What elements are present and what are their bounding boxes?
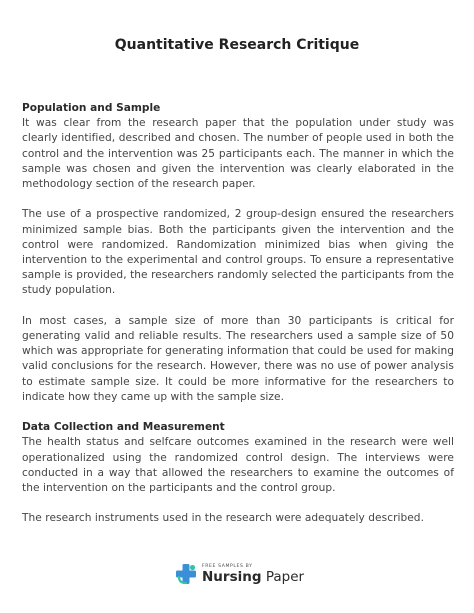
paragraph: In most cases, a sample size of more than 30 participants is critical for generating valid and reliable results. The researchers used a sample size of 50 which was appropriate for generating information that could be used for making valid conclusions for the research. However, there was no use of power analysis to estimate sample size. It could be more informative for the researchers to indicate how they came up with the sample size.	[22, 314, 454, 403]
section-heading: Data Collection and Measurement	[22, 421, 225, 434]
document-title: Quantitative Research Critique	[114, 37, 360, 53]
medical-cross-icon	[175, 563, 197, 585]
section-data-collection	[22, 420, 454, 526]
section-heading: Population and Sample	[22, 102, 161, 114]
paragraph: The health status and selfcare outcomes examined in the research were well operationalized using the randomized control design. The interviews were conducted in a way that allowed the researchers to examine the outcomes of the intervention on the participants and the control group.	[22, 436, 454, 495]
logo-word-nursing: Nursing	[202, 568, 262, 585]
paragraph: The research instruments used in the research were adequately described.	[22, 512, 425, 525]
section-population-sample	[22, 101, 454, 405]
logo-text	[202, 564, 304, 585]
logo-word-paper: Paper	[265, 568, 305, 585]
paragraph: The use of a prospective randomized, 2 group-design ensured the researchers minimized sample bias. Both the participants given the intervention and the control were randomized. Randomization minimized bias when giving the intervention to the experimental and control groups. To ensure a representative sample is provided, the researchers randomly selected the participants from the study population.	[22, 208, 454, 297]
document-body	[22, 101, 454, 527]
paragraph: It was clear from the research paper that the population under study was clearly identified, described and chosen. The number of people used in both the control and the intervention was 25 participants each. The manner in which the sample was chosen and given the intervention was clearly elaborated in the methodology section of the research paper.	[22, 117, 454, 191]
logo-wordmark	[202, 570, 304, 585]
logo-tagline: FREE SAMPLES BY	[202, 563, 253, 569]
nursing-paper-logo[interactable]	[175, 561, 304, 587]
